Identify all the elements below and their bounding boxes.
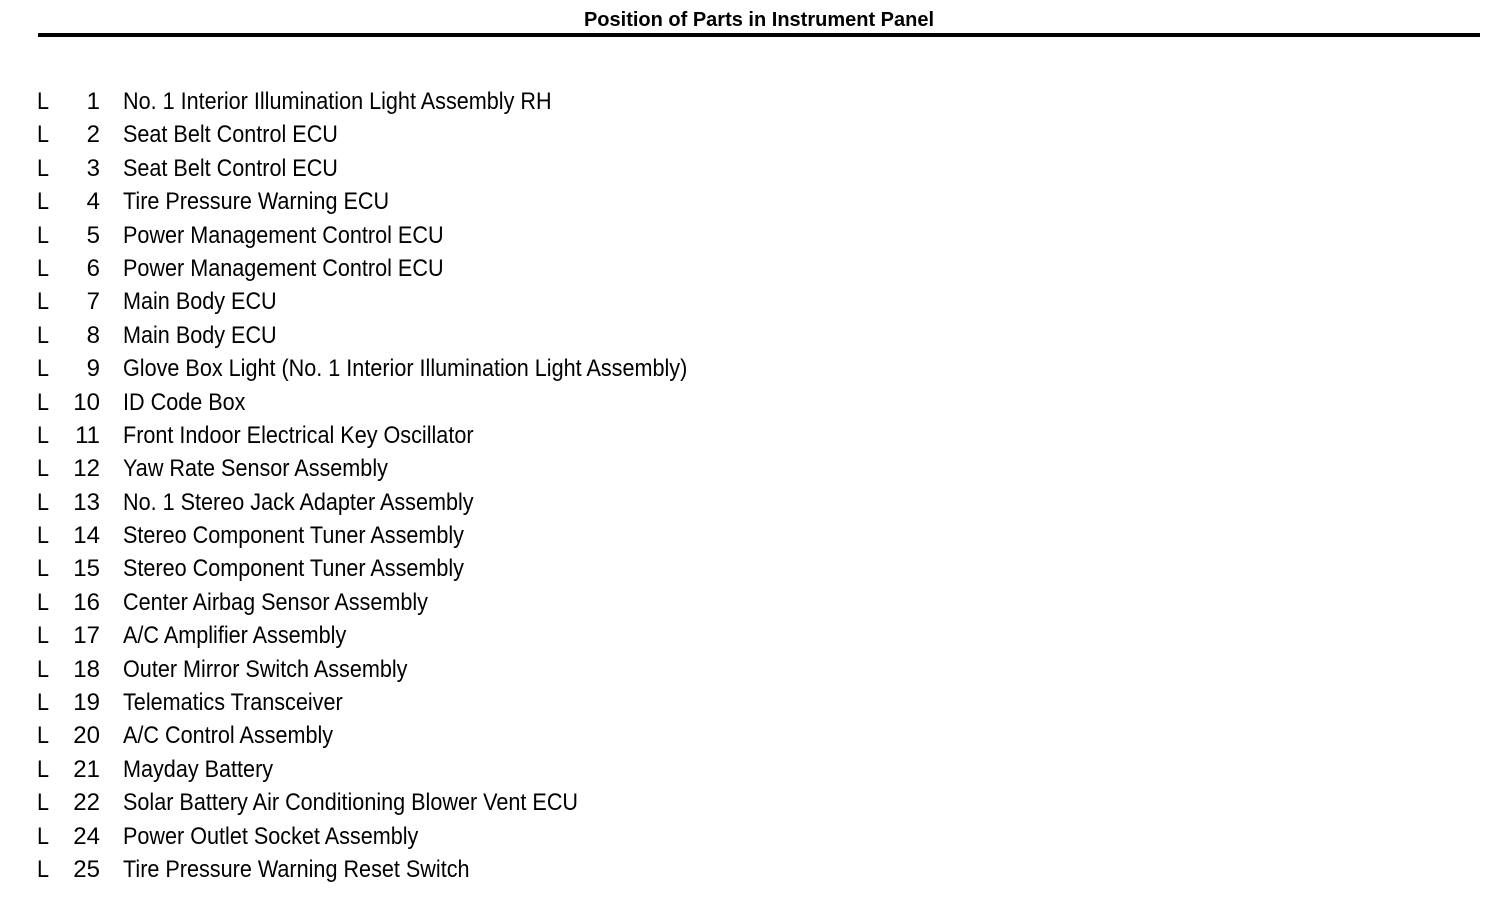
list-item — [0, 285, 900, 318]
part-location-code: L — [37, 555, 50, 583]
part-location-code: L — [37, 88, 50, 115]
part-location-code: L — [37, 755, 50, 783]
list-item — [0, 319, 900, 352]
part-name: Main Body ECU — [123, 321, 277, 349]
part-name: Stereo Component Tuner Assembly — [123, 522, 464, 550]
part-location-code: L — [37, 822, 50, 850]
part-number: 16 — [73, 588, 100, 616]
list-item — [0, 586, 900, 619]
part-number: 5 — [86, 221, 100, 249]
part-name: A/C Amplifier Assembly — [123, 622, 347, 650]
part-name: Stereo Component Tuner Assembly — [123, 555, 464, 583]
list-item — [0, 519, 900, 552]
part-name: Tire Pressure Warning Reset Switch — [123, 855, 470, 883]
list-item — [0, 486, 900, 519]
part-name: Telematics Transceiver — [123, 689, 343, 717]
part-number: 3 — [86, 154, 100, 182]
part-number: 21 — [73, 755, 100, 783]
part-name: No. 1 Interior Illumination Light Assembly RH — [123, 88, 552, 115]
part-name: Main Body ECU — [123, 288, 277, 316]
part-number: 20 — [73, 722, 100, 750]
part-number: 25 — [73, 855, 100, 883]
part-location-code: L — [37, 188, 50, 216]
part-number: 13 — [73, 488, 100, 516]
part-location-code: L — [37, 722, 50, 750]
list-item — [0, 386, 900, 419]
part-location-code: L — [37, 254, 50, 282]
part-name: Outer Mirror Switch Assembly — [123, 655, 408, 683]
list-item — [0, 853, 900, 886]
list-item — [0, 552, 900, 585]
part-name: Power Management Control ECU — [123, 221, 444, 249]
part-location-code: L — [37, 488, 50, 516]
part-name: Yaw Rate Sensor Assembly — [123, 455, 388, 483]
title-divider — [38, 33, 1480, 37]
parts-list — [0, 85, 900, 886]
part-location-code: L — [37, 221, 50, 249]
part-name: Center Airbag Sensor Assembly — [123, 588, 428, 616]
list-item — [0, 152, 900, 185]
list-item — [0, 185, 900, 218]
part-number: 12 — [73, 455, 100, 483]
part-number: 8 — [86, 321, 100, 349]
page-title: Position of Parts in Instrument Panel — [583, 9, 935, 31]
part-number: 6 — [86, 254, 100, 282]
part-location-code: L — [37, 455, 50, 483]
part-name: Power Outlet Socket Assembly — [123, 822, 419, 850]
part-number: 19 — [73, 689, 100, 717]
part-number: 15 — [73, 555, 100, 583]
part-location-code: L — [37, 622, 50, 650]
part-number: 11 — [75, 421, 100, 449]
list-item — [0, 252, 900, 285]
part-location-code: L — [37, 522, 50, 550]
part-number: 14 — [73, 522, 100, 550]
part-name: Mayday Battery — [123, 755, 274, 783]
part-number: 24 — [73, 822, 100, 850]
part-location-code: L — [37, 855, 50, 883]
list-item — [0, 753, 900, 786]
part-number: 17 — [73, 622, 100, 650]
part-name: Front Indoor Electrical Key Oscillator — [123, 421, 474, 449]
part-number: 9 — [86, 355, 100, 383]
list-item — [0, 653, 900, 686]
part-number: 1 — [86, 88, 100, 115]
list-item — [0, 419, 900, 452]
part-number: 7 — [86, 288, 100, 316]
part-number: 4 — [86, 188, 100, 216]
list-item — [0, 786, 900, 819]
part-name: Power Management Control ECU — [123, 254, 444, 282]
part-name: No. 1 Stereo Jack Adapter Assembly — [123, 488, 474, 516]
list-item — [0, 118, 900, 151]
list-item — [0, 619, 900, 652]
list-item — [0, 219, 900, 252]
part-location-code: L — [37, 154, 50, 182]
part-location-code: L — [37, 288, 50, 316]
part-location-code: L — [37, 321, 50, 349]
part-name: A/C Control Assembly — [123, 722, 334, 750]
list-item — [0, 85, 900, 118]
part-number: 2 — [86, 121, 100, 149]
part-location-code: L — [37, 789, 50, 817]
list-item — [0, 352, 900, 385]
part-name: ID Code Box — [123, 388, 246, 416]
part-name: Tire Pressure Warning ECU — [123, 188, 390, 216]
part-location-code: L — [37, 588, 50, 616]
part-name: Glove Box Light (No. 1 Interior Illumination Light Assembly) — [123, 355, 688, 383]
part-name: Seat Belt Control ECU — [123, 121, 338, 149]
part-location-code: L — [37, 355, 50, 383]
part-name: Solar Battery Air Conditioning Blower Vent ECU — [123, 789, 579, 817]
list-item — [0, 686, 900, 719]
part-location-code: L — [37, 121, 50, 149]
part-location-code: L — [37, 421, 50, 449]
list-item — [0, 820, 900, 853]
part-location-code: L — [37, 655, 50, 683]
list-item — [0, 719, 900, 752]
list-item — [0, 452, 900, 485]
part-number: 18 — [73, 655, 100, 683]
part-number: 10 — [73, 388, 100, 416]
part-location-code: L — [37, 689, 50, 717]
part-location-code: L — [37, 388, 50, 416]
part-name: Seat Belt Control ECU — [123, 154, 338, 182]
part-number: 22 — [73, 789, 100, 817]
